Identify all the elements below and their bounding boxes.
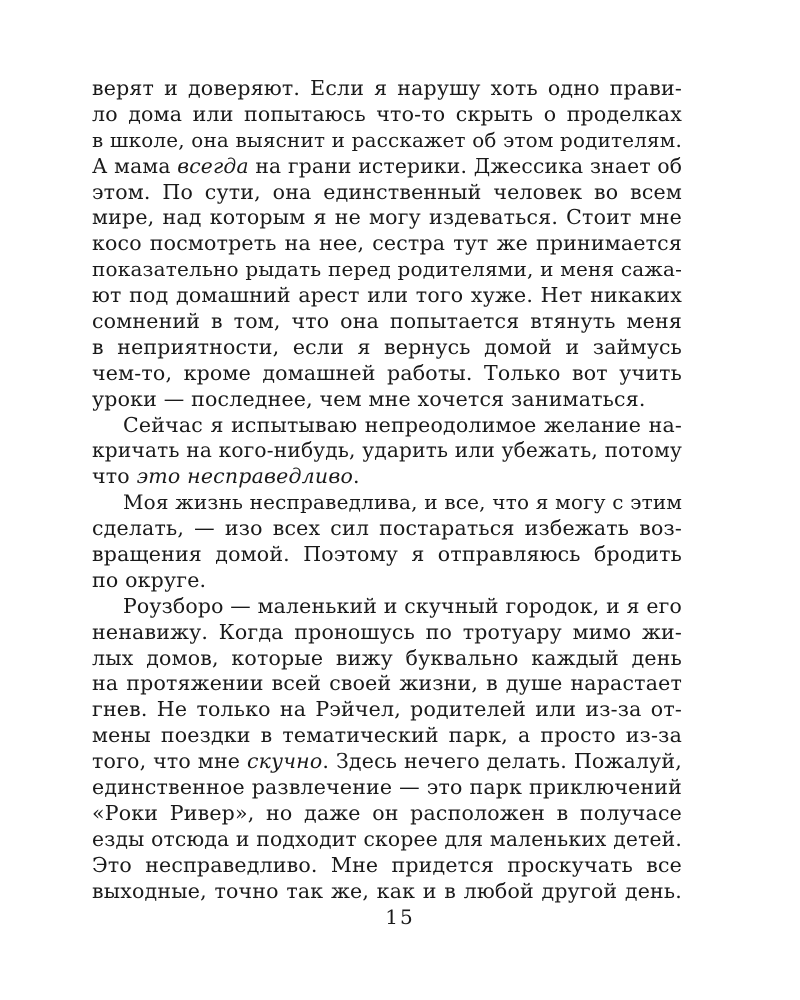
- text-span: в неприятности, если я вернусь домой и займусь: [92, 334, 682, 359]
- text-span: уроки — последнее, чем мне хочется заниматься.: [92, 386, 646, 411]
- text-line: [92, 749, 682, 775]
- text-line: [92, 464, 682, 490]
- text-line: [92, 257, 682, 283]
- text-span: этом. По сути, она единственный человек во всем: [92, 179, 682, 204]
- text-span: в школе, она выяснит и расскажет об этом родителям.: [92, 128, 682, 152]
- text-line: [92, 128, 682, 154]
- text-line: [92, 309, 682, 335]
- text-span: показательно рыдать перед родителями, и меня сажа-: [92, 257, 683, 282]
- text-span: верят и доверяют. Если я нарушу хоть одно прави-: [92, 76, 682, 100]
- text-span: вращения домой. Поэтому я отправляюсь бродить: [92, 542, 682, 567]
- text-line: [92, 723, 682, 749]
- text-line: [92, 283, 682, 309]
- text-line: [92, 180, 682, 206]
- text-line: [92, 568, 682, 594]
- text-line: [92, 387, 682, 413]
- text-line: [92, 827, 682, 853]
- text-span: сделать, — изо всех сил постараться избежать воз-: [92, 516, 682, 541]
- text-line: [92, 594, 682, 620]
- body-text: [92, 76, 682, 905]
- text-span: «Роки Ривер», но даже он расположен в получасе: [92, 800, 682, 825]
- text-span: .: [353, 464, 360, 489]
- text-span: Моя жизнь несправедлива, и все, что я могу с этим: [123, 490, 683, 515]
- text-line: [92, 879, 682, 905]
- text-span: езды отсюда и подходит скорее для маленьких детей.: [92, 826, 683, 851]
- text-span: ют под домашний арест или того хуже. Нет никаких: [92, 283, 682, 308]
- text-line: [92, 231, 682, 257]
- text-span: кричать на кого-нибудь, ударить или убежать, потому: [92, 438, 682, 463]
- text-line: [92, 361, 682, 387]
- text-line: [92, 801, 682, 827]
- text-span: косо посмотреть на нее, сестра тут же принимается: [92, 231, 682, 256]
- italic-text: это несправедливо: [136, 464, 353, 489]
- text-line: [92, 102, 682, 128]
- text-span: на грани истерики. Джессика знает об: [248, 153, 683, 178]
- italic-text: всегда: [177, 153, 249, 178]
- text-span: А мама: [92, 153, 178, 178]
- text-line: [92, 646, 682, 672]
- text-span: гнев. Не только на Рэйчел, родителей или из-за от-: [92, 697, 682, 722]
- text-line: [92, 542, 682, 568]
- text-span: . Здесь нечего делать. Пожалуй,: [322, 749, 682, 774]
- text-span: единственное развлечение — это парк приключений: [92, 775, 682, 800]
- text-line: [92, 205, 682, 231]
- text-line: [92, 76, 682, 102]
- text-line: [92, 775, 682, 801]
- text-line: [92, 335, 682, 361]
- text-span: мире, над которым я не могу издеваться. Стоит мне: [92, 205, 682, 230]
- text-line: [92, 697, 682, 723]
- text-span: лых домов, которые вижу буквально каждый день: [92, 645, 682, 670]
- text-span: чем-то, кроме домашней работы. Только вот учить: [92, 360, 682, 385]
- italic-text: скучно: [246, 749, 323, 774]
- text-line: [92, 413, 682, 439]
- text-span: сомнений в том, что она попытается втянуть меня: [92, 309, 682, 334]
- text-line: [92, 516, 682, 542]
- text-line: [92, 154, 682, 180]
- text-span: на протяжении всей своей жизни, в душе нарастает: [92, 671, 682, 696]
- text-line: [92, 438, 682, 464]
- text-span: по округе.: [92, 567, 207, 592]
- text-span: того, что мне: [92, 749, 247, 774]
- text-span: Сейчас я испытываю непреодолимое желание на-: [123, 412, 682, 437]
- text-line: [92, 620, 682, 646]
- text-span: мены поездки в тематический парк, а просто из-за: [92, 723, 682, 748]
- text-span: ненавижу. Когда проношусь по тротуару мимо жи-: [92, 619, 682, 644]
- text-line: [92, 853, 682, 879]
- text-line: [92, 671, 682, 697]
- text-span: Роузборо — маленький и скучный городок, и я его: [123, 593, 682, 618]
- text-span: выходные, точно так же, как и в любой другой день.: [92, 878, 682, 903]
- text-span: что: [92, 464, 137, 489]
- page-number: 15: [385, 905, 415, 929]
- text-line: [92, 490, 682, 516]
- text-span: Это несправедливо. Мне придется проскучать все: [92, 852, 682, 877]
- text-span: ло дома или попытаюсь что-то скрыть о проделках: [92, 101, 682, 126]
